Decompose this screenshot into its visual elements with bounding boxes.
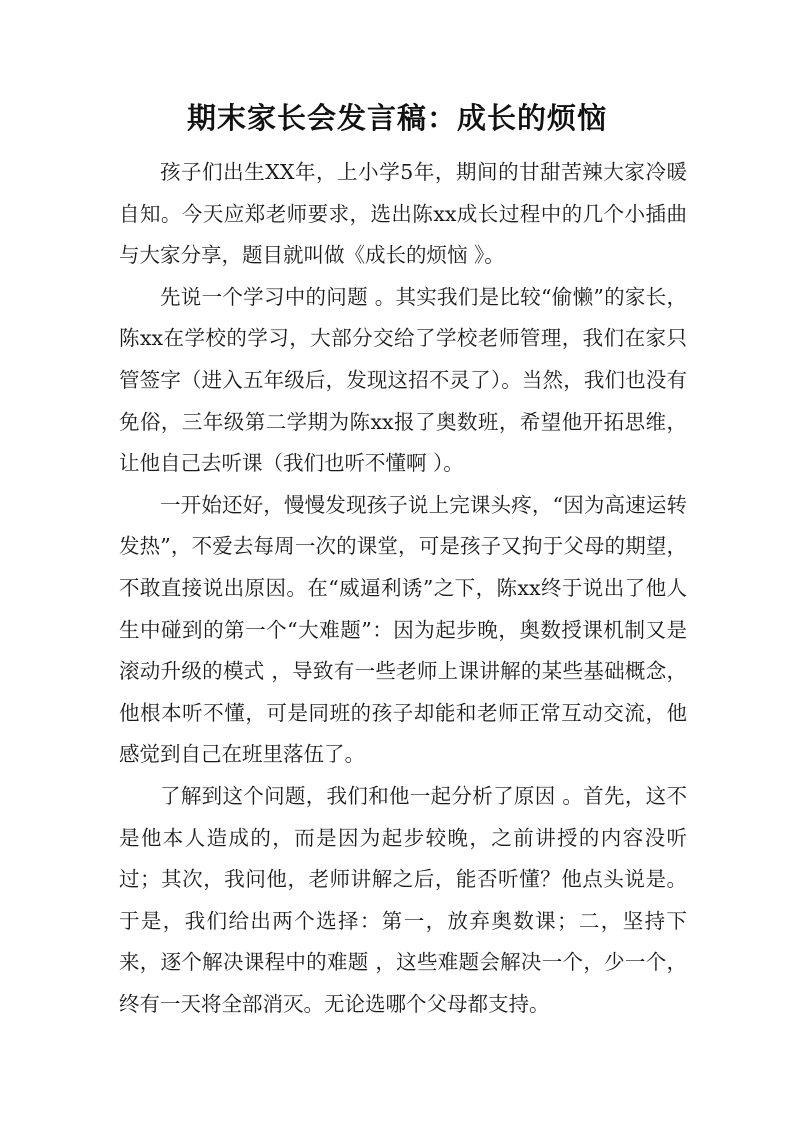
paragraph-2: 先说一个学习中的问题 。其实我们是比较“偷懒”的家长，陈xx在学校的学习，大部分交给了学校老师管理，我们在家只管签字（进入五年级后，发现这招不灵了）。当然，我们也没有免俗，三年级第二学期为陈xx报了奥数班，希望他开拓思维，让他自己去听课（我们也听不懂啊 ）。 — [119, 284, 687, 476]
paragraph-1: 孩子们出生XX年，上小学5年，期间的甘甜苦辣大家冷暖自知。今天应郑老师要求，选出陈xx成长过程中的几个小插曲与大家分享，题目就叫做《成长的烦恼 》。 — [119, 160, 687, 268]
document-title: 期末家长会发言稿：成长的烦恼 — [186, 101, 607, 135]
document-body — [119, 152, 687, 1025]
paragraph-4: 了解到这个问题，我们和他一起分析了原因 。首先，这不是他本人造成的，而是因为起步较晚，之前讲授的内容没听过；其次，我问他，老师讲解之后，能否听懂？他点头说是。于是，我们给出两个选择：第一，放弃奥数课；二，坚持下来，逐个解决课程中的难题 ，这些难题会解决一个，少一个，终有一天将全部消灭。无论选哪个父母都支持。 — [119, 783, 687, 1016]
paragraph-3: 一开始还好，慢慢发现孩子说上完课头疼，“因为高速运转发热”，不爱去每周一次的课堂，可是孩子又拘于父母的期望，不敢直接说出原因。在“威逼利诱”之下，陈xx终于说出了他人生中碰到的第一个“大难题”：因为起步晚，奥数授课机制又是滚动升级的模式 ，导致有一些老师上课讲解的某些基础概念，他根本听不懂，可是同班的孩子却能和老师正常互动交流，他感觉到自己在班里落伍了。 — [119, 492, 687, 767]
